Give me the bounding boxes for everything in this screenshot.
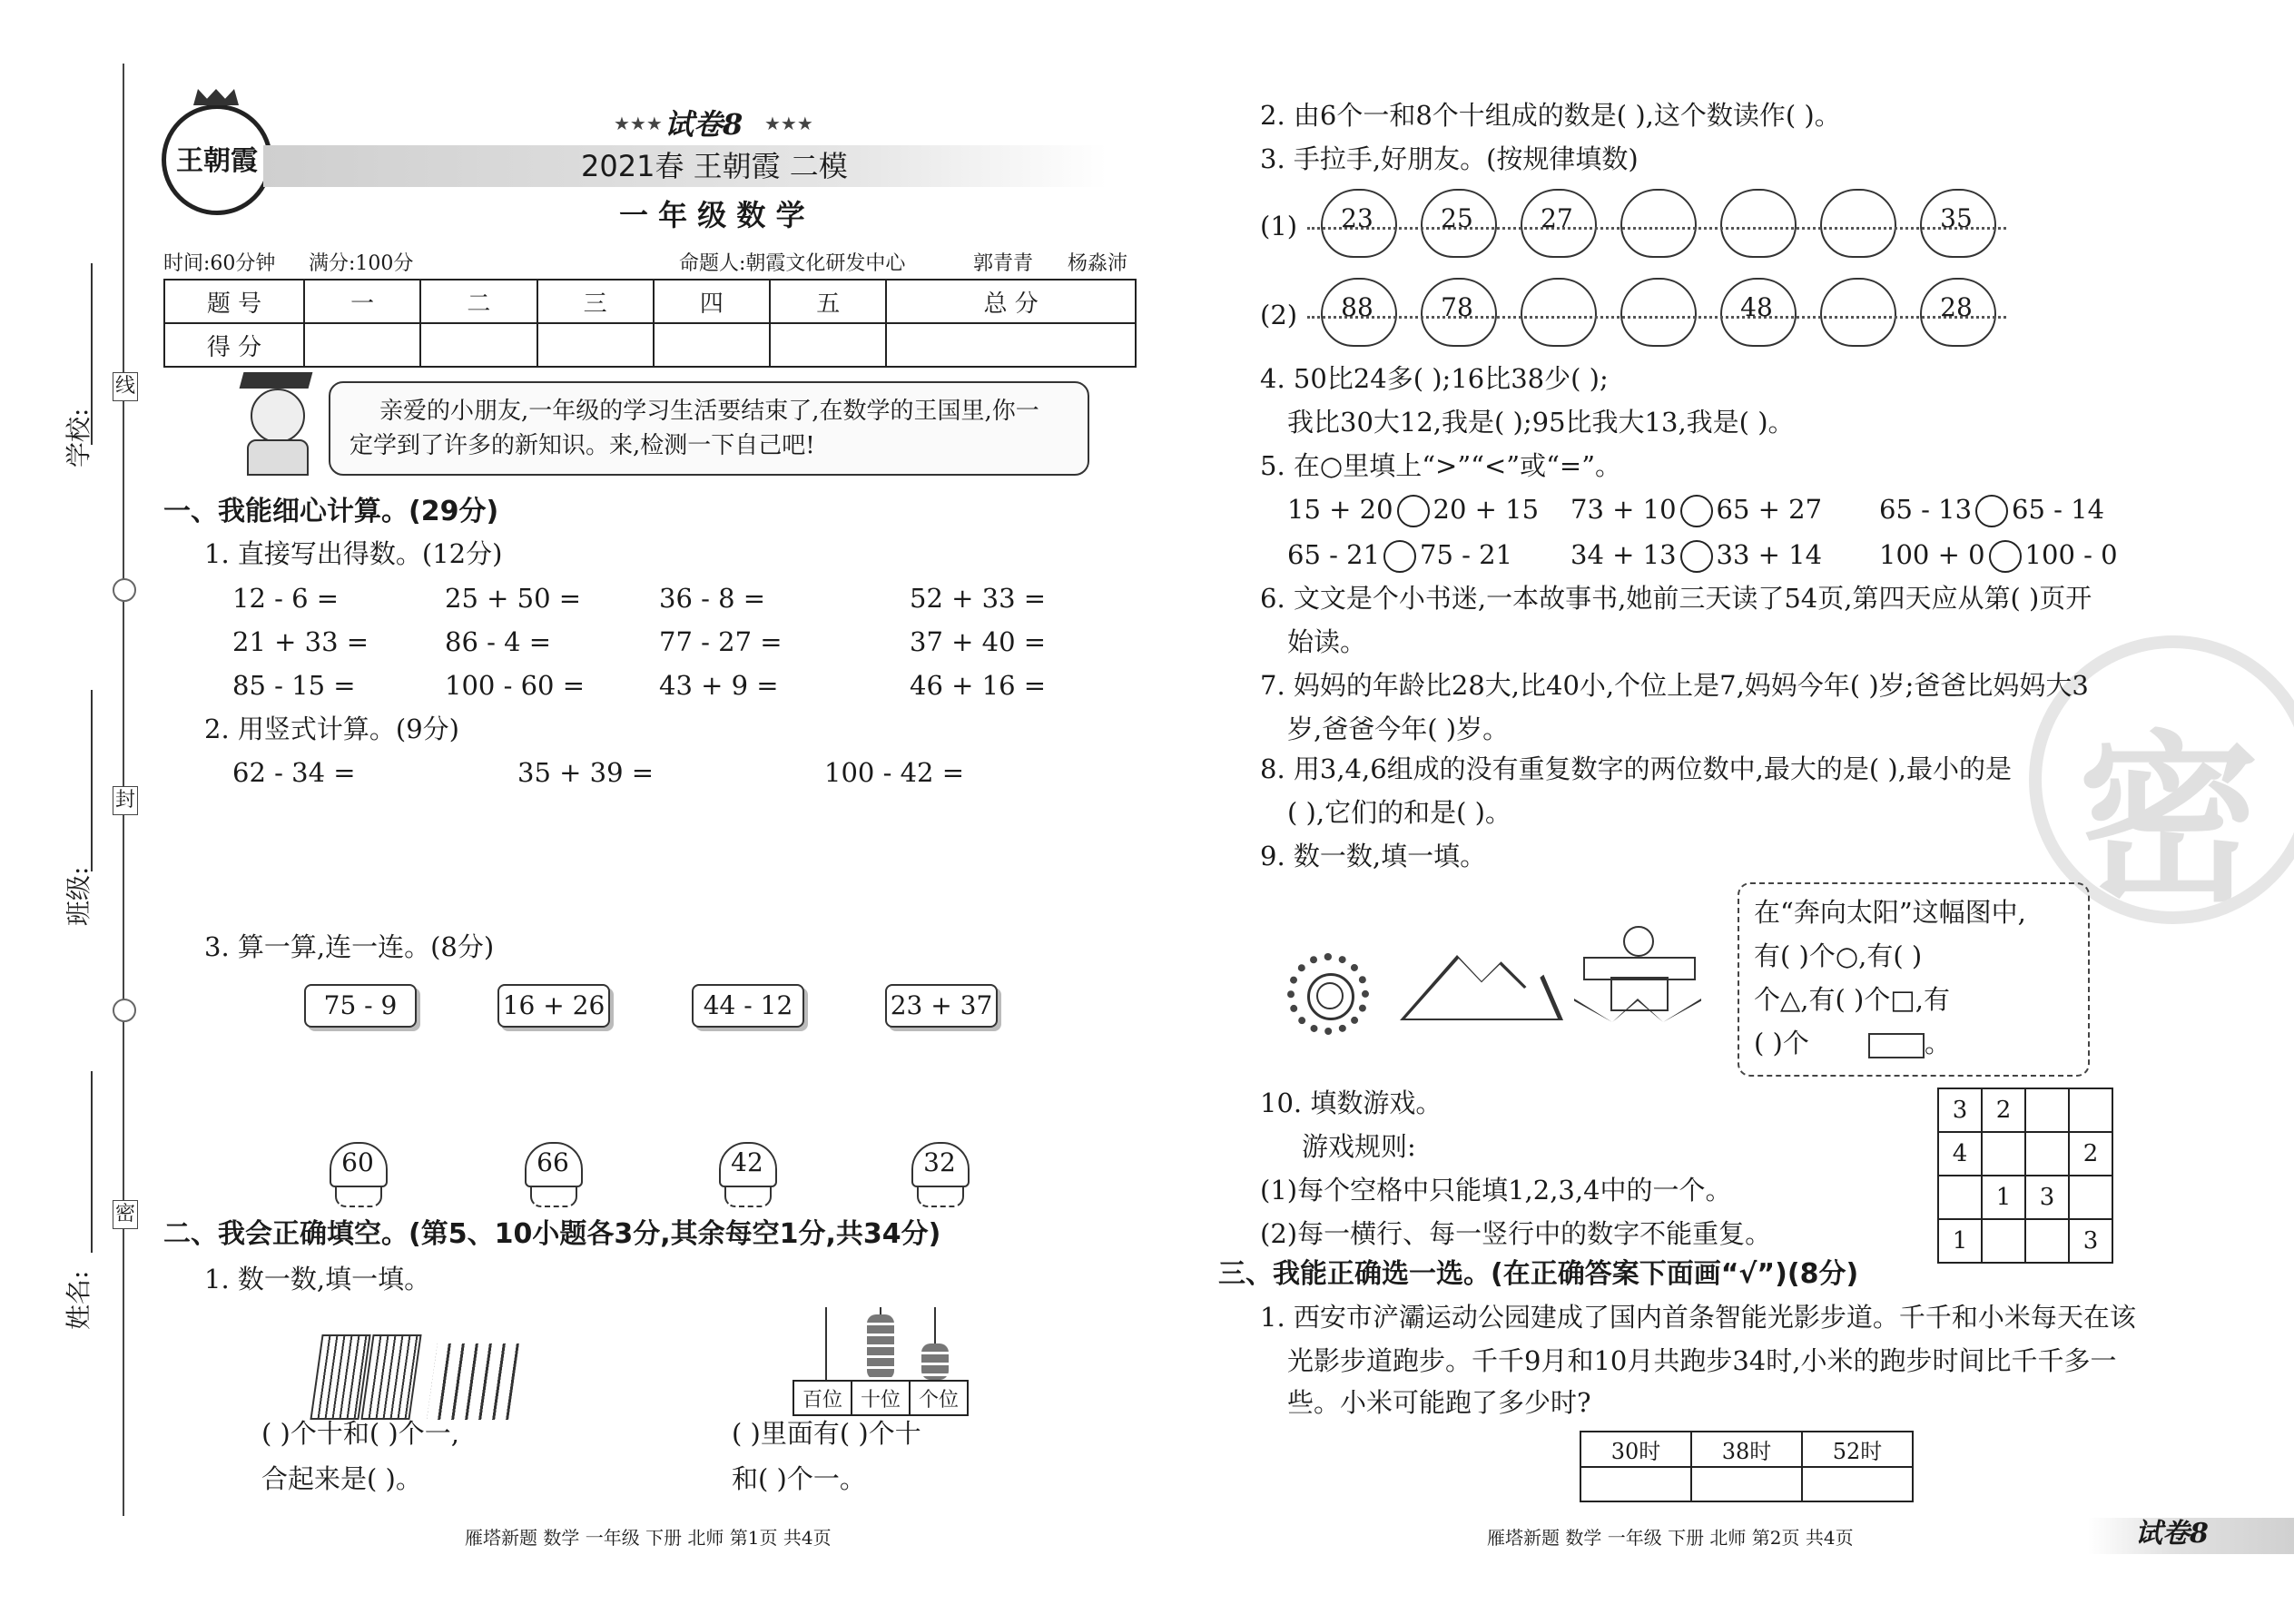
- binding-mark-secret: 密: [113, 1200, 138, 1229]
- compare-circle[interactable]: [1975, 495, 2008, 527]
- s2-q9-title: 9. 数一数,填一填。: [1260, 841, 1487, 871]
- number-grid: [1937, 1088, 2113, 1264]
- footer-right: 雁塔新题 数学 一年级 下册 北师 第2页 共4页: [1487, 1527, 1854, 1549]
- compare-right: 75 - 21: [1420, 539, 1513, 570]
- s2-q3-title: 3. 手拉手,好朋友。(按规律填数): [1260, 143, 1639, 174]
- match-expression[interactable]: 75 - 9: [304, 984, 417, 1028]
- compare-item: [1879, 494, 2104, 527]
- s2-q1-title: 1. 数一数,填一填。: [204, 1264, 431, 1294]
- binding-mark-line: 线: [113, 372, 138, 401]
- abacus-label-table: [793, 1380, 969, 1416]
- s2-q1-right-line-b: 和( )个一。: [732, 1463, 866, 1494]
- jellyfish-tentacles-icon: [530, 1186, 577, 1207]
- compare-item: [1287, 494, 1539, 527]
- calc-item: 85 - 15 =: [232, 670, 356, 701]
- logo-text: 王朝霞: [176, 145, 258, 177]
- heart-number[interactable]: 27: [1541, 203, 1573, 233]
- grid-cell[interactable]: [2069, 1176, 2112, 1219]
- section-1-title: 一、我能细心计算。(29分): [163, 496, 499, 527]
- s3-q1-line-a: 1. 西安市浐灞运动公园建成了国内首条智能光影步道。千千和小米每天在该: [1260, 1302, 2136, 1333]
- grid-cell[interactable]: 1: [1938, 1219, 1982, 1263]
- calc-item: 21 + 33 =: [232, 626, 369, 657]
- score-header-cell: 题 号: [164, 280, 304, 323]
- answer-check-cell[interactable]: [1802, 1467, 1913, 1501]
- score-cell[interactable]: [537, 323, 654, 367]
- side-name-line: [91, 1071, 93, 1253]
- compare-item: [1287, 539, 1512, 573]
- side-class-label: 班级:: [64, 866, 94, 926]
- calc-item: 100 - 60 =: [445, 670, 586, 701]
- grid-cell[interactable]: [1982, 1132, 2025, 1176]
- score-cell[interactable]: [886, 323, 1136, 367]
- s3-q1-line-b: 光影步道跑步。千千9月和10月共跑步34时,小米的跑步时间比千千多一: [1287, 1345, 2117, 1376]
- answer-check-cell[interactable]: [1691, 1467, 1802, 1501]
- exam-title: 2021春 王朝霞 二模: [581, 149, 848, 183]
- answer-check-cell[interactable]: [1580, 1467, 1691, 1501]
- compare-right: 65 + 27: [1716, 494, 1823, 525]
- grid-cell[interactable]: [2025, 1132, 2069, 1176]
- subject-title: 一 年 级 数 学: [619, 198, 805, 232]
- footer-left: 雁塔新题 数学 一年级 下册 北师 第1页 共4页: [465, 1527, 832, 1549]
- vertical-calc-item: 35 + 39 =: [517, 757, 655, 788]
- score-table-row: [164, 323, 1136, 367]
- grid-cell[interactable]: [2025, 1219, 2069, 1263]
- calc-item: 36 - 8 =: [659, 583, 766, 614]
- compare-circle[interactable]: [1989, 540, 2022, 573]
- score-header-cell: 总 分: [886, 280, 1136, 323]
- heart-row-2: [1307, 271, 2006, 361]
- calc-item: 37 + 40 =: [910, 626, 1047, 657]
- heart-number[interactable]: 35: [1940, 203, 1973, 233]
- jellyfish-result[interactable]: [330, 1142, 388, 1207]
- heart-number[interactable]: 25: [1441, 203, 1473, 233]
- heart-number[interactable]: 88: [1341, 292, 1373, 322]
- compare-left: 65 - 21: [1287, 539, 1381, 570]
- q9-box-line: 个△,有( )个□,有: [1754, 984, 1950, 1015]
- heart-icon: [1521, 278, 1597, 347]
- answer-option[interactable]: 38时: [1691, 1432, 1802, 1467]
- match-expression[interactable]: 16 + 26: [497, 984, 610, 1028]
- compare-left: 34 + 13: [1570, 539, 1677, 570]
- jellyfish-number: 42: [731, 1147, 763, 1177]
- calc-item: 43 + 9 =: [659, 670, 779, 701]
- score-header-cell: 一: [304, 280, 420, 323]
- grid-cell[interactable]: 1: [1982, 1176, 2025, 1219]
- calc-item: 86 - 4 =: [445, 626, 552, 657]
- heart-icon: [1820, 278, 1896, 347]
- compare-circle[interactable]: [1680, 495, 1713, 527]
- score-row-label: 得 分: [164, 323, 304, 367]
- jellyfish-tentacles-icon: [917, 1186, 964, 1207]
- vertical-calc-item: 100 - 42 =: [824, 757, 965, 788]
- holding-hands-line: [1307, 316, 2006, 319]
- s2-q1-right-line-a: ( )里面有( )个十: [732, 1418, 921, 1449]
- jellyfish-result[interactable]: [911, 1142, 970, 1207]
- paper-stars-left: ★★★: [614, 113, 663, 134]
- author-info: 命题人:朝霞文化研发中心: [679, 252, 906, 275]
- score-header-cell: 三: [537, 280, 654, 323]
- s2-q1-left-line-a: ( )个十和( )个一,: [261, 1418, 459, 1449]
- binding-mark-seal: 封: [113, 786, 138, 815]
- score-cell[interactable]: [420, 323, 537, 367]
- heart-number[interactable]: 23: [1341, 203, 1373, 233]
- s2-q8-line-b: ( ),它们的和是( )。: [1287, 797, 1511, 828]
- vertical-calc-item: 62 - 34 =: [232, 757, 356, 788]
- s2-q2: 2. 由6个一和8个十组成的数是( ),这个数读作( )。: [1260, 100, 1841, 131]
- s2-q4-line-a: 4. 50比24多( );16比38少( );: [1260, 363, 1609, 394]
- compare-left: 65 - 13: [1879, 494, 1973, 525]
- heart-icon: [1720, 189, 1797, 258]
- grid-cell[interactable]: 3: [1938, 1088, 1982, 1132]
- answer-option[interactable]: 30时: [1580, 1432, 1691, 1467]
- score-header-cell: 二: [420, 280, 537, 323]
- s2-q5-title: 5. 在○里填上“>”“<”或“=”。: [1260, 450, 1622, 481]
- grid-cell[interactable]: 3: [2069, 1219, 2112, 1263]
- calc-item: 12 - 6 =: [232, 583, 340, 614]
- compare-circle[interactable]: [1383, 540, 1416, 573]
- abacus-label: 个位: [910, 1381, 968, 1415]
- q9-box-line: 在“奔向太阳”这幅图中,: [1754, 897, 2026, 928]
- punch-hole-icon: [113, 578, 136, 602]
- s3-q1-line-c: 些。小米可能跑了多少时?: [1287, 1387, 1591, 1418]
- score-table: [163, 279, 1137, 368]
- s2-q7-line-b: 岁,爸爸今年( )岁。: [1287, 714, 1510, 744]
- heart-number[interactable]: 78: [1441, 292, 1473, 322]
- compare-right: 65 - 14: [2012, 494, 2105, 525]
- q9-box-line: 有( )个○,有( ): [1754, 940, 1923, 971]
- compare-right: 20 + 15: [1433, 494, 1540, 525]
- s2-q6-line-a: 6. 文文是个小书迷,一本故事书,她前三天读了54页,第四天应从第( )页开: [1260, 583, 2092, 614]
- heart-row-1-label: (1): [1260, 211, 1298, 241]
- calc-item: 77 - 27 =: [659, 626, 783, 657]
- grid-cell[interactable]: 4: [1938, 1132, 1982, 1176]
- heart-icon: [1820, 189, 1896, 258]
- s1-q1-title: 1. 直接写出得数。(12分): [204, 538, 503, 569]
- score-cell[interactable]: [770, 323, 886, 367]
- single-sticks-icon: [427, 1343, 519, 1420]
- grid-cell[interactable]: 2: [2069, 1132, 2112, 1176]
- heart-icon: [1620, 189, 1697, 258]
- q9-box-end: 。: [1925, 1028, 1952, 1058]
- s2-q6-line-b: 始读。: [1287, 626, 1367, 657]
- jellyfish-tentacles-icon: [335, 1186, 382, 1207]
- rectangle-icon: [1868, 1033, 1925, 1058]
- heart-row-1: [1307, 182, 2006, 272]
- heart-number[interactable]: 48: [1740, 292, 1773, 322]
- jellyfish-number: 32: [923, 1147, 956, 1177]
- tangram-figure-icon: [1574, 926, 1701, 1024]
- s2-q10-rule-2: (2)每一横行、每一竖行中的数字不能重复。: [1260, 1218, 1772, 1249]
- score-info: 满分:100分: [309, 252, 414, 275]
- compare-right: 100 - 0: [2024, 539, 2118, 570]
- calc-item: 46 + 16 =: [910, 670, 1047, 701]
- side-school-line: [91, 263, 93, 445]
- compare-circle[interactable]: [1397, 495, 1430, 527]
- s2-q10-rule-1: (1)每个空格中只能填1,2,3,4中的一个。: [1260, 1175, 1732, 1206]
- heart-row-2-label: (2): [1260, 300, 1298, 330]
- side-school-label: 学校:: [64, 408, 94, 468]
- match-expression[interactable]: 23 + 37: [885, 984, 998, 1028]
- sun-figure-icon: [1287, 953, 1369, 1035]
- score-cell[interactable]: [304, 323, 420, 367]
- punch-hole-icon: [113, 999, 136, 1022]
- grid-cell[interactable]: [2025, 1088, 2069, 1132]
- crown-icon: [193, 89, 239, 105]
- s2-q10-rule-title: 游戏规则:: [1302, 1131, 1416, 1162]
- s2-q1-left-line-b: 合起来是( )。: [261, 1463, 422, 1494]
- heart-icon: [1620, 278, 1697, 347]
- s2-q7-line-a: 7. 妈妈的年龄比28大,比40小,个位上是7,妈妈今年( )岁;爸爸比妈妈大3: [1260, 670, 2089, 701]
- compare-left: 100 + 0: [1879, 539, 1985, 570]
- grid-cell[interactable]: [2069, 1088, 2112, 1132]
- compare-left: 15 + 20: [1287, 494, 1393, 525]
- score-header-cell: 五: [770, 280, 886, 323]
- calc-item: 52 + 33 =: [910, 583, 1047, 614]
- section-3-title: 三、我能正确选一选。(在正确答案下面画“√”)(8分): [1218, 1258, 1859, 1290]
- grid-cell[interactable]: 2: [1982, 1088, 2025, 1132]
- compare-item: [1570, 494, 1822, 527]
- author-1: 郭青青: [973, 252, 1034, 275]
- section-2-title: 二、我会正确填空。(第5、10小题各3分,其余每空1分,共34分): [163, 1218, 941, 1250]
- s1-q3-title: 3. 算一算,连一连。(8分): [204, 931, 495, 962]
- footer-tag: 试卷8: [2135, 1518, 2209, 1550]
- intro-line-1: 亲爱的小朋友,一年级的学习生活要结束了,在数学的王国里,你一: [379, 398, 1039, 425]
- abacus-label: 百位: [793, 1381, 852, 1415]
- score-header-cell: 四: [654, 280, 770, 323]
- brand-logo: [162, 104, 272, 215]
- intro-line-2: 定学到了许多的新知识。来,检测一下自己吧!: [350, 432, 815, 459]
- score-cell[interactable]: [654, 323, 770, 367]
- q9-box-line: ( )个: [1754, 1028, 1809, 1058]
- paper-number: 试卷8: [665, 107, 743, 142]
- compare-item: [1879, 539, 2118, 573]
- compare-circle[interactable]: [1680, 540, 1713, 573]
- answer-option[interactable]: 52时: [1802, 1432, 1913, 1467]
- holding-hands-line: [1307, 227, 2006, 230]
- mountain-triangles-icon: [1400, 955, 1563, 1020]
- jellyfish-result[interactable]: [525, 1142, 583, 1207]
- time-info: 时间:60分钟: [163, 252, 276, 275]
- jellyfish-result[interactable]: [719, 1142, 777, 1207]
- jellyfish-number: 66: [537, 1147, 569, 1177]
- s2-q4-line-b: 我比30大12,我是( );95比我大13,我是( )。: [1287, 407, 1795, 438]
- calc-item: 25 + 50 =: [445, 583, 582, 614]
- teacher-icon: [234, 372, 316, 472]
- author-2: 杨淼沛: [1068, 252, 1128, 275]
- watermark-text: 密: [2078, 714, 2260, 924]
- match-expression[interactable]: 44 - 12: [692, 984, 804, 1028]
- compare-left: 73 + 10: [1570, 494, 1677, 525]
- compare-item: [1570, 539, 1822, 573]
- s2-q8-line-a: 8. 用3,4,6组成的没有重复数字的两位数中,最大的是( ),最小的是: [1260, 753, 2012, 784]
- answer-options-table: [1580, 1431, 1914, 1502]
- side-name-label: 姓名:: [64, 1270, 94, 1330]
- grid-cell[interactable]: [1982, 1219, 2025, 1263]
- score-table-header-row: [164, 280, 1136, 323]
- jellyfish-tentacles-icon: [724, 1186, 772, 1207]
- compare-right: 33 + 14: [1716, 539, 1823, 570]
- grid-cell[interactable]: [1938, 1176, 1982, 1219]
- heart-number[interactable]: 28: [1940, 292, 1973, 322]
- abacus-label: 十位: [852, 1381, 910, 1415]
- s2-q10-title: 10. 填数游戏。: [1260, 1088, 1442, 1118]
- grid-cell[interactable]: 3: [2025, 1176, 2069, 1219]
- paper-stars-right: ★★★: [764, 113, 813, 134]
- stick-bundle-icon: [360, 1334, 421, 1420]
- intro-scroll: [329, 381, 1089, 476]
- side-class-line: [91, 690, 93, 871]
- jellyfish-number: 60: [341, 1147, 374, 1177]
- s1-q2-title: 2. 用竖式计算。(9分): [204, 714, 459, 744]
